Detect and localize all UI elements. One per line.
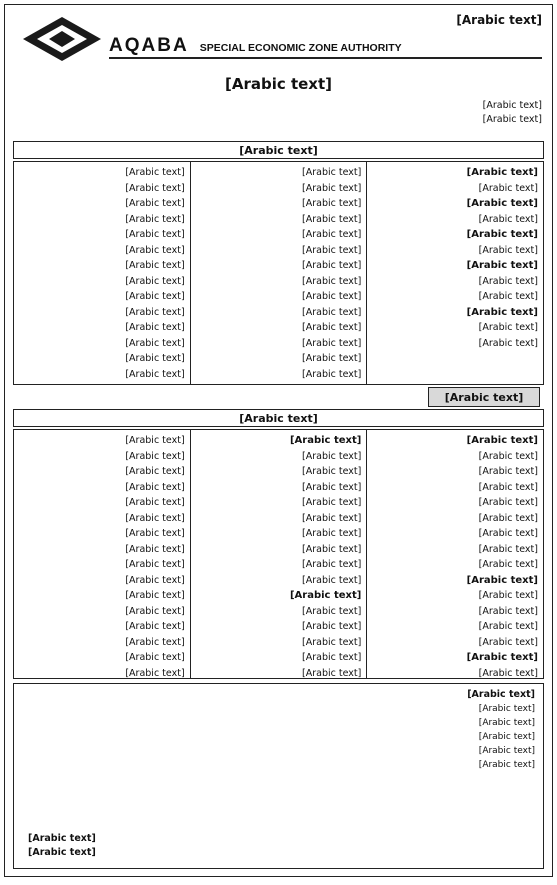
candidate-name: [Arabic text]: [302, 667, 362, 678]
candidate-name: [Arabic text]: [125, 497, 185, 508]
intro-line: [Arabic text]: [482, 100, 542, 111]
candidate-name: [Arabic text]: [125, 306, 185, 318]
candidate-name: [Arabic text]: [125, 322, 185, 333]
candidate-name: [Arabic text]: [125, 605, 185, 617]
jordan-label: [Arabic text]: [428, 387, 540, 407]
candidate-name: [Arabic text]: [125, 466, 185, 477]
candidate-name: [Arabic text]: [125, 229, 185, 240]
notes-title: [Arabic text]: [467, 689, 535, 700]
candidate-name: [Arabic text]: [125, 353, 185, 364]
ad-title: [Arabic text]: [224, 75, 333, 93]
candidate-name: [Arabic text]: [302, 636, 362, 648]
session-1-column: [366, 162, 543, 384]
candidate-name: [Arabic text]: [478, 605, 538, 617]
candidate-name: [Arabic text]: [302, 213, 362, 225]
candidate-name: [Arabic text]: [478, 244, 538, 256]
candidate-name: [Arabic text]: [302, 621, 362, 632]
candidate-name: [Arabic text]: [302, 481, 362, 493]
candidate-name: [Arabic text]: [302, 543, 362, 555]
candidate-name: [Arabic text]: [125, 368, 185, 380]
brand-subtitle: SPECIAL ECONOMIC ZONE AUTHORITY: [199, 42, 402, 54]
job-title: [Arabic text]: [466, 652, 538, 663]
candidate-name: [Arabic text]: [125, 667, 185, 678]
job-title: [Arabic text]: [466, 435, 538, 446]
brand-arabic: [Arabic text]: [456, 13, 542, 27]
candidate-name: [Arabic text]: [478, 275, 538, 287]
candidate-name: [Arabic text]: [302, 198, 362, 209]
candidate-name: [Arabic text]: [125, 621, 185, 632]
session-1-column: [14, 162, 190, 384]
candidate-name: [Arabic text]: [478, 466, 538, 477]
candidate-name: [Arabic text]: [478, 450, 538, 462]
candidate-name: [Arabic text]: [302, 528, 362, 539]
brand-english: AQABA: [109, 35, 189, 56]
candidate-name: [Arabic text]: [478, 337, 538, 349]
session-2-grid: [13, 429, 544, 679]
candidate-name: [Arabic text]: [302, 497, 362, 508]
candidate-name: [Arabic text]: [302, 167, 362, 178]
job-title: [Arabic text]: [289, 435, 362, 446]
candidate-name: [Arabic text]: [302, 512, 362, 524]
candidate-name: [Arabic text]: [125, 559, 185, 570]
candidate-name: [Arabic text]: [125, 636, 185, 648]
candidate-name: [Arabic text]: [125, 652, 185, 663]
job-title: [Arabic text]: [466, 260, 538, 271]
candidate-name: [Arabic text]: [302, 605, 362, 617]
job-title: [Arabic text]: [466, 198, 538, 209]
session-2-column: [190, 430, 367, 678]
note-item: [Arabic text]: [478, 746, 535, 756]
signature-block: [28, 832, 96, 860]
candidate-name: [Arabic text]: [302, 466, 362, 477]
candidate-name: [Arabic text]: [302, 652, 362, 663]
notes-box: [13, 683, 544, 869]
candidate-name: [Arabic text]: [478, 322, 538, 333]
candidate-name: [Arabic text]: [125, 182, 185, 194]
job-title: [Arabic text]: [289, 590, 362, 601]
aqaba-logo-icon: [21, 15, 103, 63]
candidate-name: [Arabic text]: [125, 435, 185, 446]
note-item: [Arabic text]: [478, 704, 535, 714]
candidate-name: [Arabic text]: [478, 543, 538, 555]
candidate-name: [Arabic text]: [125, 244, 185, 256]
candidate-name: [Arabic text]: [478, 621, 538, 632]
candidate-name: [Arabic text]: [302, 353, 362, 364]
candidate-name: [Arabic text]: [125, 543, 185, 555]
intro-text: [15, 99, 542, 127]
candidate-name: [Arabic text]: [478, 559, 538, 570]
candidate-name: [Arabic text]: [302, 322, 362, 333]
candidate-name: [Arabic text]: [302, 368, 362, 380]
candidate-name: [Arabic text]: [125, 198, 185, 209]
signatory-name: [Arabic text]: [28, 833, 96, 844]
candidate-name: [Arabic text]: [302, 306, 362, 318]
candidate-name: [Arabic text]: [302, 244, 362, 256]
job-title: [Arabic text]: [466, 229, 538, 240]
candidate-name: [Arabic text]: [478, 512, 538, 524]
session-1-column: [190, 162, 367, 384]
signatory-title: [Arabic text]: [28, 847, 96, 858]
candidate-name: [Arabic text]: [478, 528, 538, 539]
candidate-name: [Arabic text]: [478, 213, 538, 225]
candidate-name: [Arabic text]: [478, 182, 538, 194]
candidate-name: [Arabic text]: [302, 260, 362, 271]
candidate-name: [Arabic text]: [125, 167, 185, 178]
header-divider: [109, 57, 542, 59]
candidate-name: [Arabic text]: [125, 574, 185, 586]
announcement-page: [4, 4, 553, 877]
candidate-name: [Arabic text]: [302, 182, 362, 194]
note-item: [Arabic text]: [478, 760, 535, 770]
candidate-name: [Arabic text]: [125, 450, 185, 462]
candidate-name: [Arabic text]: [478, 291, 538, 302]
candidate-name: [Arabic text]: [125, 590, 185, 601]
candidate-name: [Arabic text]: [125, 260, 185, 271]
note-item: [Arabic text]: [478, 718, 535, 728]
candidate-name: [Arabic text]: [125, 337, 185, 349]
note-item: [Arabic text]: [478, 732, 535, 742]
session-2-band: [Arabic text]: [13, 409, 544, 427]
candidate-name: [Arabic text]: [302, 229, 362, 240]
session-1-band: [Arabic text]: [13, 141, 544, 159]
candidate-name: [Arabic text]: [302, 291, 362, 302]
candidate-name: [Arabic text]: [302, 450, 362, 462]
candidate-name: [Arabic text]: [125, 528, 185, 539]
candidate-name: [Arabic text]: [302, 559, 362, 570]
candidate-name: [Arabic text]: [125, 512, 185, 524]
brand-row: [109, 35, 402, 57]
candidate-name: [Arabic text]: [478, 481, 538, 493]
candidate-name: [Arabic text]: [478, 667, 538, 678]
candidate-name: [Arabic text]: [302, 574, 362, 586]
header: [5, 5, 552, 73]
candidate-name: [Arabic text]: [125, 275, 185, 287]
job-title: [Arabic text]: [466, 306, 538, 318]
session-1-grid: [13, 161, 544, 385]
session-2-column: [14, 430, 190, 678]
session-2-column: [366, 430, 543, 678]
candidate-name: [Arabic text]: [478, 636, 538, 648]
job-title: [Arabic text]: [466, 167, 538, 178]
candidate-name: [Arabic text]: [302, 337, 362, 349]
job-title: [Arabic text]: [466, 574, 538, 586]
intro-line: [Arabic text]: [482, 114, 542, 125]
candidate-name: [Arabic text]: [125, 481, 185, 493]
candidate-name: [Arabic text]: [478, 590, 538, 601]
candidate-name: [Arabic text]: [302, 275, 362, 287]
candidate-name: [Arabic text]: [125, 291, 185, 302]
candidate-name: [Arabic text]: [125, 213, 185, 225]
candidate-name: [Arabic text]: [478, 497, 538, 508]
